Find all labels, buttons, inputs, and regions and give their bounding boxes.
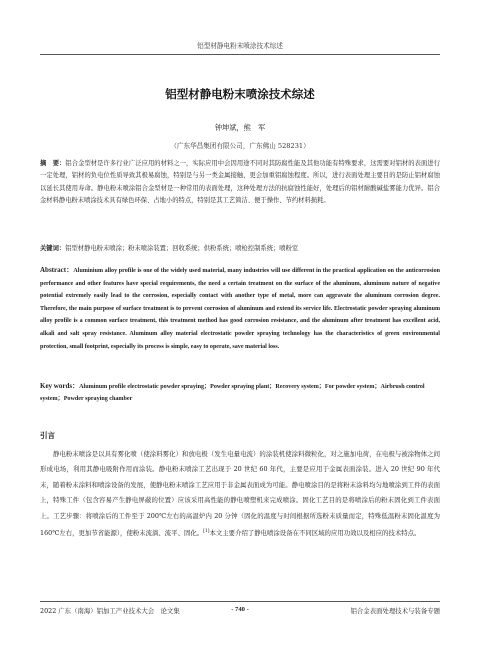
- intro-text-part1: 静电粉末喷涂是以具有雾化喷（使涂料雾化）和放电极（发生电量电流）的涂装机使涂料微粒化，对之施加电荷，在电极与被涂物体之间形成电场，利用其静电吸附作用而涂装。静电粉末喷涂工艺出现于 20 世纪 60 年代，主要是应用于金属表面涂装。进入 20 世纪 90 年代末，随着粉末涂料和喷涂设备的发展，使静电粉末喷涂工艺应用于非金属表面成为可能。静电喷涂目的是将粉末涂料均匀地喷涂到工件的表面上，特殊工件（包含容易产生静电屏蔽的位置）应该采用高性能的静电喷塑机来完成喷涂。固化工艺目的是将喷涂后的粉末固化到工件表面上。工艺步骤：将喷涂后的工件至于 200℃左右的高温炉内 20 分钟（固化的温度与时间根据所选粉末质量而定，特殊低温粉末固化温度为 160℃左右，更加节省能源），使粉末流淌、流平、固化。: [40, 450, 440, 538]
- abstract-zh-label: 摘 要：: [40, 160, 66, 167]
- article-title: 铝型材静电粉末喷涂技术综述: [165, 87, 315, 101]
- running-header: 铝型材静电粉末喷涂技术综述: [197, 42, 283, 50]
- intro-text-part2: 本文主要介绍了静电喷涂设备在不同区域的应用功效以及相应的技术特点。: [209, 529, 421, 538]
- abstract-en-label: Abstract：: [40, 266, 74, 274]
- keywords-en: [40, 380, 440, 405]
- intro-paragraph: [40, 447, 440, 542]
- keywords-zh-text: 铝型材静电粉末喷涂；粉末喷涂装置；回收系统；供粉系统；喷枪控制系统；喷粉室: [65, 245, 299, 252]
- abstract-zh-text: 铝合金型材是许多行业广泛应用的材料之一，实际应用中会因用途不同对其防腐性能及其他功能有特殊要求，这需要对铝材的表面进行一定处理，铝材的负电位性质导致其极易腐蚀，特别是与另一类金属接触，更会加重铝腐蚀程度。所以，进行表面处理主要目的是防止铝材腐蚀以延长其使用寿命。静电粉末喷涂铝合金型材是一种常用的表面处理，这种处理方法的抗腐蚀性能好，处理后的铝材耐酸碱盐雾能力优异。铝合金材料静电粉末喷涂技术具有绿色环保、占地小的特点，特别是其工艺简洁、便于操作、节约材料损耗。: [40, 160, 441, 205]
- abstract-en-text: Aluminium alloy profile is one of the widely used material, many industries will use different in the practical application on the anticorrosion performance and other features have special requirements, the need a certain treatment on the surface of the aluminum, aluminum nature of negative potential extremely easily lead to the corrosion, especially contact with another type of metal, more can aggravate the aluminum corrosion degree. Therefore, the main purpose of surface treatment is to prevent corrosion of aluminum and extend its service life. Electrostatic powder spraying aluminum alloy profile is a common surface treatment, this treatment method has good corrosion resistance, and the aluminum after treatment has excellent acid, alkali and salt spray resistance. Aluminum alloy material electrostatic powder spraying technology has the characteristics of green environmental protection, small footprint, especially its process is simple, easy to operate, save material loss.: [40, 268, 440, 350]
- keywords-en-text: Aluminum profile electrostatic powder spraying；Powder spraying plant；Recovery system；For powder system；Airbrush control system；Powder spraying chamber: [40, 384, 425, 402]
- article-authors: 钟坤斌，熊 军: [214, 123, 266, 132]
- article-affiliation: （广东华昌集团有限公司，广东佛山 528231）: [170, 142, 310, 150]
- footer-topic: 铝合金表面处理技术与装备专题: [350, 607, 440, 615]
- abstract-zh: [40, 158, 440, 208]
- keywords-zh: [40, 243, 440, 255]
- abstract-en: [40, 264, 440, 353]
- page-number: - 740 -: [231, 606, 249, 613]
- citation-ref: [1]: [203, 529, 210, 535]
- header-rule: [40, 54, 440, 55]
- footer-rule: [40, 601, 440, 602]
- keywords-en-label: Key words：: [40, 382, 80, 390]
- keywords-zh-label: 关键词：: [40, 245, 66, 252]
- section-heading-intro: 引言: [40, 431, 55, 440]
- footer-proceedings: 2022 广东（南海）铝加工产业技术大会 论文集: [40, 607, 180, 615]
